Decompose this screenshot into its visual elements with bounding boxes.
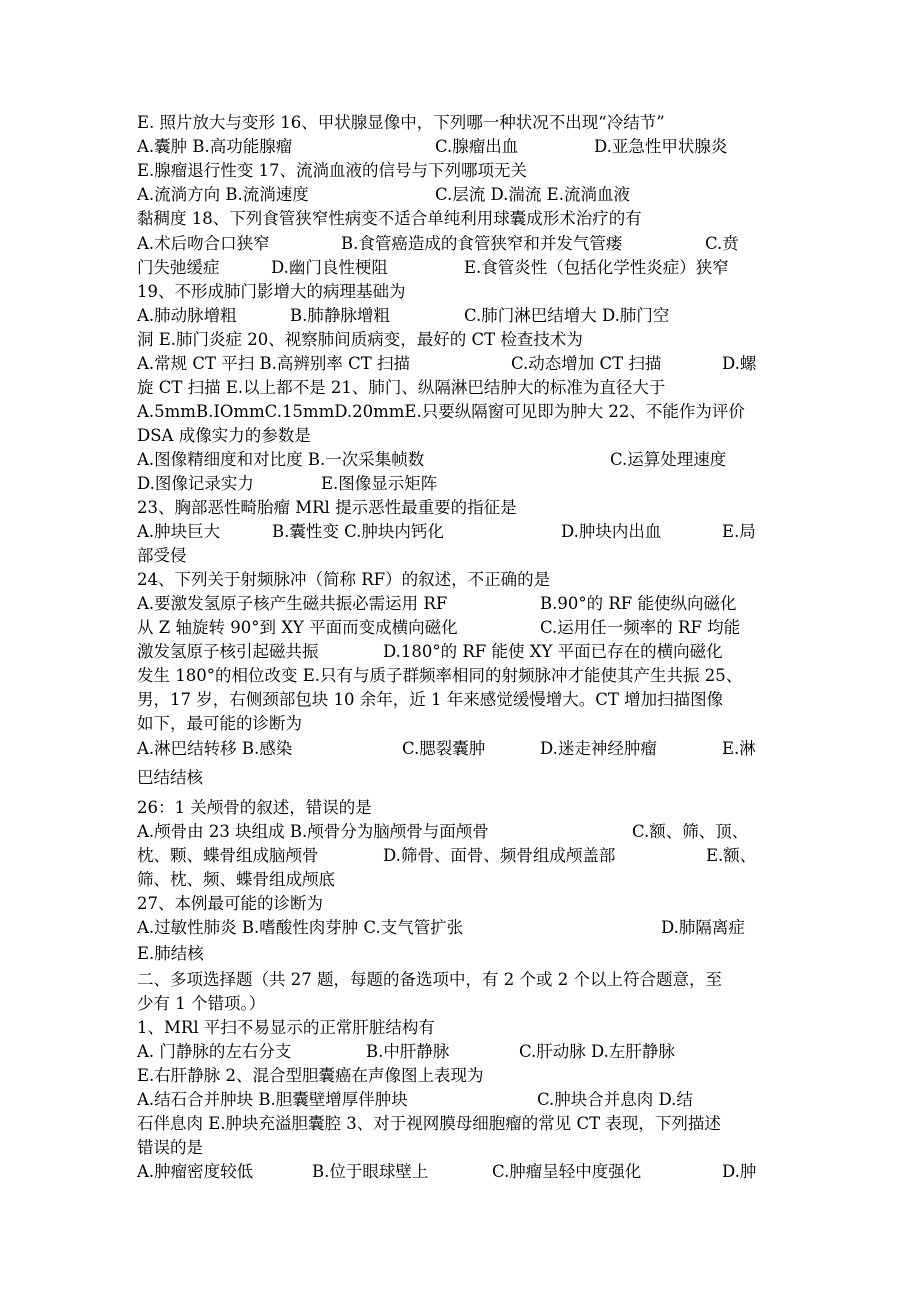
- text-segment: C.运算处理速度: [610, 450, 727, 469]
- text-segment: 少有 1 个错项。）: [137, 994, 266, 1013]
- text-segment: C.肺门淋巴结增大 D.肺门空: [464, 306, 670, 325]
- text-segment: D.亚急性甲状腺炎: [594, 137, 728, 156]
- text-segment: A.颅骨由 23 块组成 B.颅骨分为脑颅骨与面颅骨: [137, 822, 489, 841]
- text-segment: 26：1 关颅骨的叙述，错误的是: [137, 798, 372, 817]
- text-segment: A.肺动脉增粗: [137, 306, 237, 325]
- text-segment: A. 门静脉的左右分支: [137, 1042, 292, 1061]
- text-segment: 巴结结核: [137, 768, 203, 787]
- text-segment: C.腮裂囊肿: [402, 739, 486, 758]
- text-segment: D.肿: [722, 1162, 757, 1181]
- text-segment: 部受侵: [137, 546, 187, 565]
- text-segment: A.术后吻合口狭窄: [137, 234, 270, 253]
- text-segment: 二、多项选择题（共 27 题，每题的备选项中，有 2 个或 2 个以上符合题意，至: [137, 970, 722, 989]
- text-segment: D.肺隔离症: [661, 918, 745, 937]
- text-segment: C.动态增加 CT 扫描: [511, 354, 662, 373]
- text-segment: B.位于眼球壁上: [312, 1162, 429, 1181]
- text-segment: A.图像精细度和对比度 B.一次采集帧数: [137, 450, 425, 469]
- text-segment: E.右肝静脉 2、混合型胆囊癌在声像图上表现为: [137, 1066, 484, 1085]
- text-segment: D.螺: [722, 354, 757, 373]
- text-segment: B.食管癌造成的食管狭窄和并发气管瘘: [341, 234, 623, 253]
- text-segment: B.肺静脉增粗: [290, 306, 390, 325]
- text-segment: D.肿块内出血: [561, 522, 662, 541]
- text-segment: C.腺瘤出血: [435, 137, 519, 156]
- text-segment: E.腺瘤退行性变 17、流淌血液的信号与下列哪项无关: [137, 161, 528, 180]
- text-segment: A.囊肿 B.高功能腺瘤: [137, 137, 293, 156]
- text-segment: C.肿瘤呈轻中度强化: [492, 1162, 642, 1181]
- text-segment: E.图像显示矩阵: [321, 474, 438, 493]
- text-segment: E. 照片放大与变形 16、甲状腺显像中，下列哪一种状况不出现“冷结节”: [137, 113, 665, 132]
- text-segment: 错误的是: [137, 1138, 203, 1157]
- text-segment: A.5mmB.IOmmC.15mmD.20mmE.只要纵隔窗可见即为肿大 22、不能作为评价: [137, 402, 745, 421]
- text-segment: B.囊性变 C.肿块内钙化: [272, 522, 444, 541]
- text-segment: DSA 成像实力的参数是: [137, 426, 311, 445]
- text-segment: 筛、枕、频、蝶骨组成颅底: [137, 870, 335, 889]
- text-segment: C.运用任一频率的 RF 均能: [540, 618, 741, 637]
- text-segment: D.筛骨、面骨、频骨组成颅盖部: [383, 846, 616, 865]
- text-segment: A.过敏性肺炎 B.嗜酸性肉芽肿 C.支气管扩张: [137, 918, 464, 937]
- text-segment: 石伴息肉 E.肿块充溢胆囊腔 3、对于视网膜母细胞瘤的常见 CT 表现，下列描述: [137, 1114, 721, 1133]
- text-segment: B.中肝静脉: [366, 1042, 450, 1061]
- text-segment: E.淋: [722, 739, 756, 758]
- text-segment: 黏稠度 18、下列食管狭窄性病变不适合单纯利用球囊成形术治疗的有: [137, 209, 642, 228]
- text-segment: 如下，最可能的诊断为: [137, 714, 302, 733]
- text-segment: D.幽门良性梗阻: [271, 258, 388, 277]
- text-segment: C.贲: [705, 234, 739, 253]
- text-segment: C.肿块合并息肉 D.结: [537, 1090, 693, 1109]
- text-segment: E.肺结核: [137, 944, 204, 963]
- text-segment: A.流淌方向 B.流淌速度: [137, 185, 309, 204]
- text-segment: 门失弛缓症: [137, 258, 220, 277]
- text-segment: 激发氢原子核引起磁共振: [137, 642, 319, 661]
- text-segment: 23、胸部恶性畸胎瘤 MRl 提示恶性最重要的指征是: [137, 498, 517, 517]
- text-segment: 旋 CT 扫描 E.以上都不是 21、肺门、纵隔淋巴结肿大的标准为直径大于: [137, 378, 666, 397]
- text-segment: 男，17 岁，右侧颈部包块 10 余年，近 1 年来感觉缓慢增大。CT 增加扫描图像: [137, 690, 724, 709]
- text-segment: 24、下列关于射频脉冲（简称 RF）的叙述，不正确的是: [137, 570, 551, 589]
- text-segment: E.局: [722, 522, 756, 541]
- text-segment: D.图像记录实力: [137, 474, 254, 493]
- text-segment: 枕、颗、蝶骨组成脑颅骨: [137, 846, 319, 865]
- text-segment: E.食管炎性（包括化学性炎症）狭窄: [464, 258, 729, 277]
- text-segment: C.额、筛、顶、: [632, 822, 749, 841]
- text-segment: C.层流 D.湍流 E.流淌血液: [435, 185, 630, 204]
- text-segment: 从 Z 轴旋转 90°到 XY 平面而变成横向磁化: [137, 618, 458, 637]
- text-segment: 27、本例最可能的诊断为: [137, 894, 323, 913]
- text-segment: 1、MRl 平扫不易显示的正常肝脏结构有: [137, 1018, 435, 1037]
- text-segment: D.迷走神经肿瘤: [540, 739, 657, 758]
- text-segment: 发生 180°的相位改变 E.只有与质子群频率相同的射频脉冲才能使其产生共振 25、: [137, 666, 743, 685]
- text-segment: A.要激发氢原子核产生磁共振必需运用 RF: [137, 594, 448, 613]
- text-segment: E.额、: [706, 846, 757, 865]
- text-segment: D.180°的 RF 能使 XY 平面已存在的横向磁化: [383, 642, 723, 661]
- text-segment: C.肝动脉 D.左肝静脉: [519, 1042, 675, 1061]
- text-segment: A.常规 CT 平扫 B.高辨别率 CT 扫描: [137, 354, 411, 373]
- text-segment: B.90°的 RF 能使纵向磁化: [540, 594, 737, 613]
- text-segment: 19、不形成肺门影增大的病理基础为: [137, 282, 406, 301]
- text-segment: A.肿瘤密度较低: [137, 1162, 254, 1181]
- text-segment: 洞 E.肺门炎症 20、视察肺间质病变，最好的 CT 检查技术为: [137, 330, 583, 349]
- text-segment: A.肿块巨大: [137, 522, 221, 541]
- text-segment: A.淋巴结转移 B.感染: [137, 739, 293, 758]
- text-segment: A.结石合并肿块 B.胆囊壁增厚伴肿块: [137, 1090, 408, 1109]
